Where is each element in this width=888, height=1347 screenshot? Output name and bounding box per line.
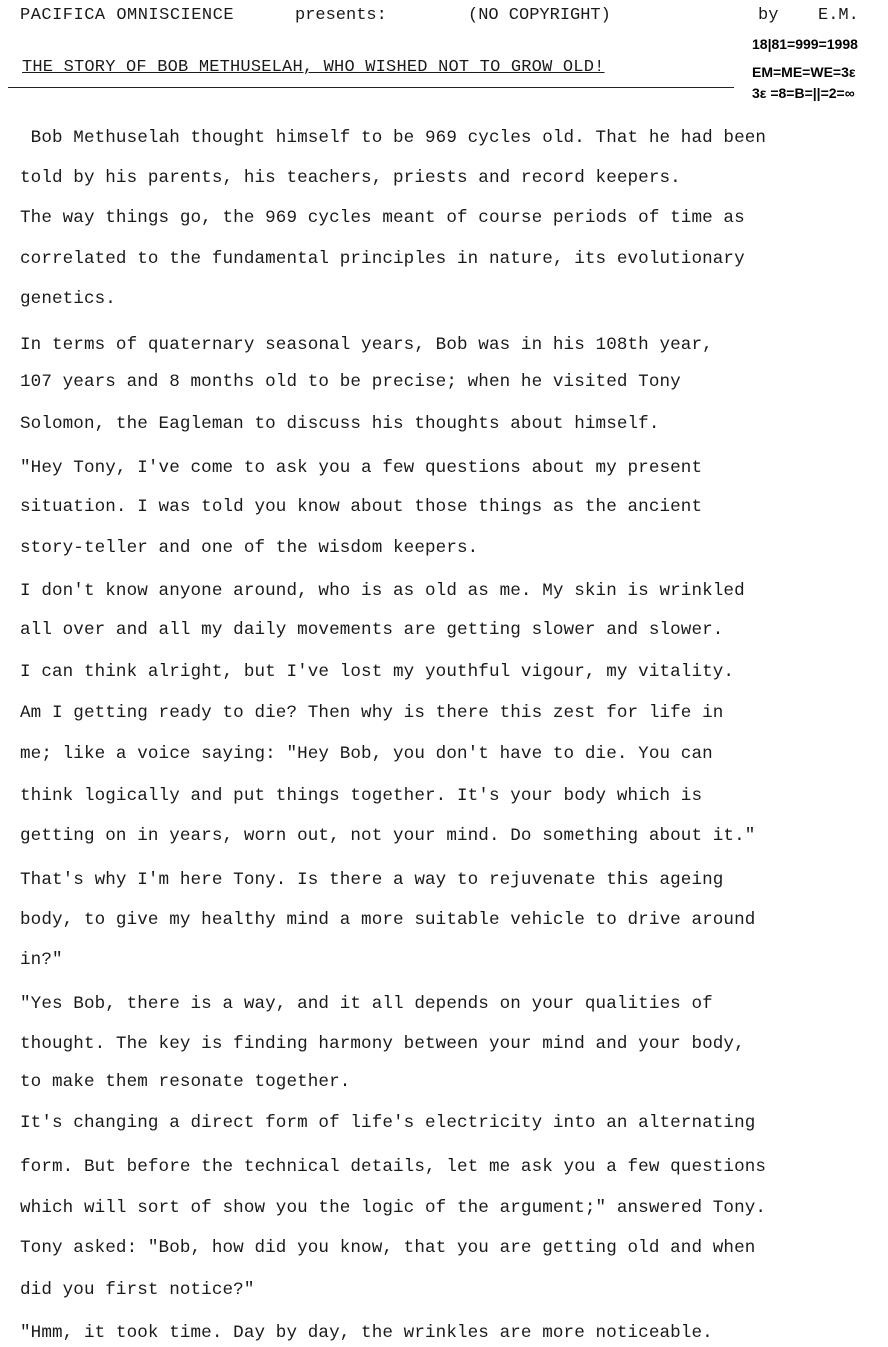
story-title: THE STORY OF BOB METHUSELAH, WHO WISHED NOT TO GROW OLD!	[22, 58, 605, 77]
publisher-name: PACIFICA OMNISCIENCE	[20, 6, 235, 25]
text-line: told by his parents, his teachers, priests and record keepers.	[20, 168, 681, 188]
equation-line-2: EM=ME=WE=3ε	[752, 64, 856, 80]
text-line: "Hey Tony, I've come to ask you a few questions about my present	[20, 458, 703, 478]
text-line: In terms of quaternary seasonal years, Bob was in his 108th year,	[20, 335, 713, 355]
author-initials: E.M.	[818, 6, 859, 25]
text-line: "Hmm, it took time. Day by day, the wrinkles are more noticeable.	[20, 1323, 713, 1343]
text-line: Tony asked: "Bob, how did you know, that you are getting old and when	[20, 1238, 756, 1258]
text-line: me; like a voice saying: "Hey Bob, you don't have to die. You can	[20, 744, 713, 764]
text-line: thought. The key is finding harmony between your mind and your body,	[20, 1034, 745, 1054]
text-line: body, to give my healthy mind a more suitable vehicle to drive around	[20, 910, 756, 930]
presents-label: presents:	[295, 6, 387, 25]
text-line: correlated to the fundamental principles in nature, its evolutionary	[20, 249, 745, 269]
text-line: Solomon, the Eagleman to discuss his thoughts about himself.	[20, 414, 660, 434]
text-line: Bob Methuselah thought himself to be 969 cycles old. That he had been	[20, 128, 767, 148]
title-divider	[8, 87, 734, 88]
text-line: The way things go, the 969 cycles meant of course periods of time as	[20, 208, 745, 228]
text-line: did you first notice?"	[20, 1280, 255, 1300]
text-line: in?"	[20, 950, 63, 970]
text-line: It's changing a direct form of life's electricity into an alternating	[20, 1113, 756, 1133]
text-line: Am I getting ready to die? Then why is there this zest for life in	[20, 703, 724, 723]
text-line: getting on in years, worn out, not your mind. Do something about it."	[20, 826, 756, 846]
text-line: form. But before the technical details, let me ask you a few questions	[20, 1157, 767, 1177]
copyright-notice: (NO COPYRIGHT)	[468, 6, 611, 25]
text-line: story-teller and one of the wisdom keepers.	[20, 538, 479, 558]
text-line: genetics.	[20, 289, 116, 309]
text-line: to make them resonate together.	[20, 1072, 351, 1092]
text-line: I can think alright, but I've lost my youthful vigour, my vitality.	[20, 662, 735, 682]
by-label: by	[758, 6, 779, 25]
text-line: all over and all my daily movements are getting slower and slower.	[20, 620, 724, 640]
text-line: 107 years and 8 months old to be precise; when he visited Tony	[20, 372, 681, 392]
text-line: I don't know anyone around, who is as old as me. My skin is wrinkled	[20, 581, 745, 601]
text-line: "Yes Bob, there is a way, and it all depends on your qualities of	[20, 994, 713, 1014]
text-line: That's why I'm here Tony. Is there a way to rejuvenate this ageing	[20, 870, 724, 890]
text-line: think logically and put things together. It's your body which is	[20, 786, 703, 806]
equation-line-1: 18|81=999=1998	[752, 36, 858, 52]
equation-line-3: 3ε =8=B=||=2=∞	[752, 85, 855, 101]
text-line: situation. I was told you know about those things as the ancient	[20, 497, 703, 517]
text-line: which will sort of show you the logic of the argument;" answered Tony.	[20, 1198, 767, 1218]
